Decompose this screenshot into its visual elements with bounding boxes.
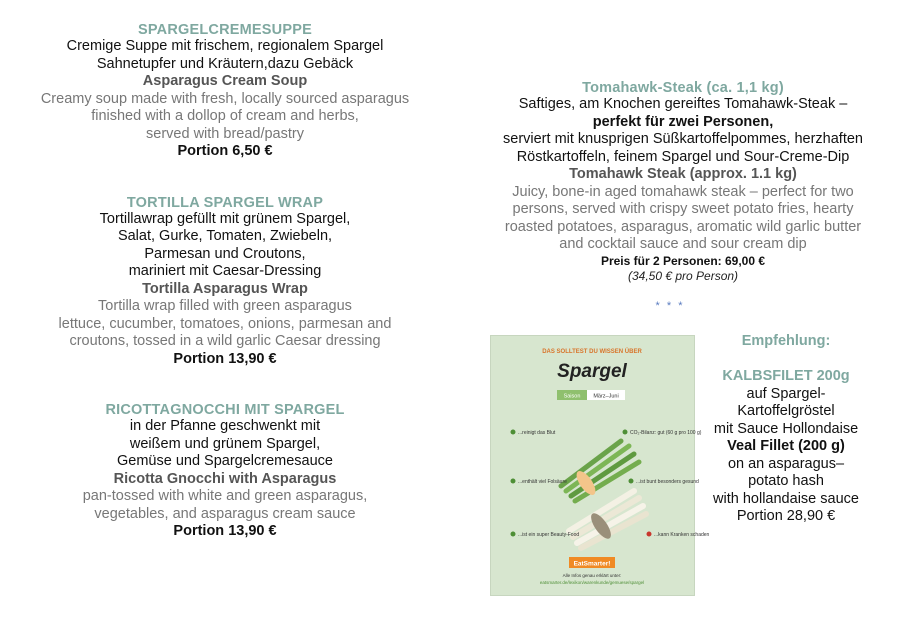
dish-title: RICOTTAGNOCCHI MIT SPARGEL — [105, 402, 345, 418]
dish-desc-en: Tortilla wrap filled with green asparagus — [98, 298, 352, 314]
dish-title-en: Ricotta Gnocchi with Asparagus — [113, 470, 337, 487]
dish-desc-en: croutons, tossed in a wild garlic Caesar dressing — [69, 333, 381, 349]
dish-title: KALBSFILET 200g — [722, 368, 850, 384]
fact-2: CO₂-Bilanz: gut (60 g pro 100 g) — [630, 430, 702, 436]
recommendation-item — [700, 333, 872, 526]
menu-item-wrap — [0, 195, 450, 369]
dish-desc-de: mariniert mit Caesar-Dressing — [128, 263, 322, 279]
dish-desc-de: auf Spargel- — [746, 385, 826, 402]
dish-desc-de: Saftiges, am Knochen gereiftes Tomahawk-Steak – — [518, 96, 848, 112]
dish-desc-de: Parmesan und Croutons, — [144, 245, 306, 262]
dish-desc-en: vegetables, and asparagus cream sauce — [94, 505, 356, 522]
dish-title-en: Tortilla Asparagus Wrap — [142, 280, 308, 297]
asparagus-poster — [490, 335, 710, 596]
menu-item-gnocchi — [0, 402, 450, 541]
brand-name: EatSmarter! — [573, 560, 611, 568]
dish-title-en: Veal Fillet (200 g) — [727, 438, 845, 454]
dish-price: Portion 13,90 € — [173, 350, 277, 367]
dish-desc-en: finished with a dollop of cream and herbs, — [91, 108, 359, 124]
fact-bullet-icon — [511, 430, 516, 435]
fact-bullet-icon — [511, 479, 516, 484]
dish-desc-de: Sahnetupfer und Kräutern,dazu Gebäck — [96, 55, 354, 72]
dish-desc-de: mit Sauce Hollondaise — [713, 420, 859, 437]
poster-title: Spargel — [557, 361, 627, 382]
fact-bullet-icon — [629, 479, 634, 484]
per-person-price: (34,50 € pro Person) — [627, 268, 739, 283]
season-value: März–Juni — [593, 393, 619, 400]
left-menu-column — [0, 22, 450, 575]
poster-graphic — [491, 336, 710, 595]
poster-footer-1: Alle Infos genau erklärt unter: — [562, 573, 622, 578]
dish-desc-de: serviert mit knusprigen Süßkartoffelpommes, herzhaften — [503, 131, 863, 147]
dish-title-en: Asparagus Cream Soup — [142, 73, 308, 89]
dish-desc-en: persons, served with crispy sweet potato fries, hearty — [512, 201, 854, 217]
dish-title: TORTILLA SPARGEL WRAP — [126, 194, 324, 211]
dish-desc-de: Röstkartoffeln, feinem Spargel und Sour-Creme-Dip — [516, 148, 850, 165]
dish-desc-de: in der Pfanne geschwenkt mit — [129, 418, 321, 434]
fact-5: ...ist ein super Beauty-Food — [518, 532, 580, 538]
dish-desc-en: on an asparagus– — [727, 455, 845, 472]
dish-price: Portion 6,50 € — [177, 143, 273, 159]
dish-price: Preis für 2 Personen: 69,00 € — [600, 253, 766, 268]
recommendation-heading: Empfehlung: — [741, 333, 831, 349]
dish-price: Portion 13,90 € — [173, 523, 277, 539]
dish-title: SPARGELCREMESUPPE — [138, 22, 312, 38]
steak-item — [478, 80, 888, 284]
dish-desc-en: Juicy, bone-in aged tomahawk steak – perfect for two — [512, 183, 854, 200]
dish-desc-en: with hollandaise sauce — [713, 490, 859, 507]
dish-desc-de: Tortillawrap gefüllt mit grünem Spargel, — [99, 210, 351, 227]
dish-desc-de: Gemüse und Spargelcremesauce — [116, 453, 333, 469]
dish-desc-de-highlight: perfekt für zwei Personen, — [592, 113, 774, 130]
dish-desc-en: potato hash — [748, 473, 824, 489]
poster-header: DAS SOLLTEST DU WISSEN ÜBER — [542, 349, 642, 355]
spacer — [700, 351, 872, 369]
dish-desc-en: lettuce, cucumber, tomatoes, onions, parmesan and — [58, 315, 392, 332]
dish-title: Tomahawk-Steak (ca. 1,1 kg) — [582, 80, 784, 96]
dish-price: Portion 28,90 € — [736, 508, 836, 524]
dish-desc-en: and cocktail sauce and sour cream dip — [559, 236, 807, 252]
fact-4: ...ist bunt besonders gesund — [636, 479, 699, 485]
dish-desc-en: Creamy soup made with fresh, locally sourced asparagus — [40, 90, 410, 107]
fact-6: ...kann Kranken schaden — [654, 532, 710, 538]
menu-item-soup — [0, 22, 450, 161]
fact-bullet-icon — [623, 430, 628, 435]
dish-desc-de: Salat, Gurke, Tomaten, Zwiebeln, — [117, 228, 333, 244]
dish-desc-en: served with bread/pastry — [146, 125, 304, 142]
dish-desc-de: Kartoffelgröstel — [737, 403, 835, 419]
fact-bullet-icon — [511, 532, 516, 537]
fact-3: ...enthält viel Folsäure — [518, 479, 567, 485]
dish-desc-en: pan-tossed with white and green asparagus, — [82, 488, 368, 504]
dish-desc-en: roasted potatoes, asparagus, aromatic wild garlic butter — [504, 218, 862, 235]
dish-desc-de: weißem und grünem Spargel, — [129, 435, 321, 452]
fact-1: ...reinigt das Blut — [518, 430, 556, 436]
separator: * * * — [655, 300, 685, 312]
fact-bullet-icon — [647, 532, 652, 537]
dish-title-en: Tomahawk Steak (approx. 1.1 kg) — [569, 166, 797, 182]
dish-desc-de: Cremige Suppe mit frischem, regionalem Spargel — [66, 38, 384, 54]
season-label: Saison — [563, 393, 581, 400]
poster-footer-2: eatsmarter.de/lexikon/warenkunde/gemuese/spargel — [539, 580, 645, 585]
